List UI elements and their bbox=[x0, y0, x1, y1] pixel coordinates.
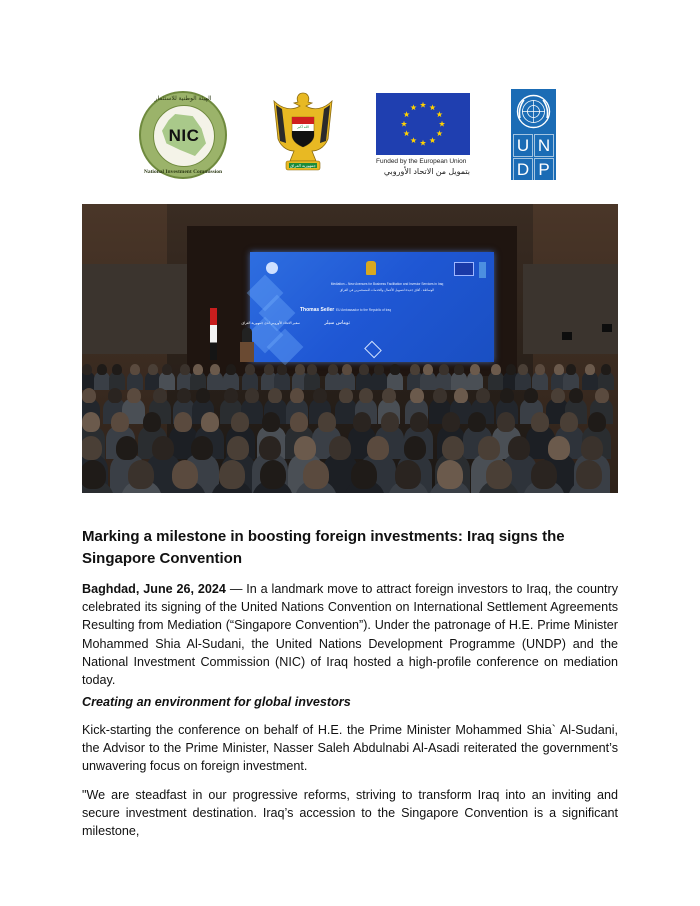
article-paragraph-2: Kick-starting the conference on behalf of H.E. the Prime Minister Mohammed Shia` Al-Sudani, the Advisor to the Prime Minister, Nasser Saleh Abdulnabi Al-Asadi reiterated the government’s unwavering focus on foreign investment. bbox=[82, 723, 618, 774]
audience-head bbox=[518, 364, 528, 375]
audience-head bbox=[116, 436, 138, 460]
screen-speaker-name: Thomas Seiler bbox=[300, 307, 335, 313]
audience-head bbox=[410, 388, 424, 403]
audience-head bbox=[307, 364, 317, 375]
screen-speaker-role-ar: سفير الاتحاد الأوروبي لدى جمهورية العراق bbox=[241, 321, 300, 325]
audience-head bbox=[290, 412, 308, 432]
article-paragraph-3: "We are steadfast in our progressive reforms, striving to transform Iraq into an inviting and secure investment destination. Iraq’s accession to the Singapore Convention is a significant milestone, bbox=[82, 788, 618, 839]
audience-head bbox=[531, 412, 549, 432]
audience-head bbox=[442, 436, 464, 460]
article-subheading: Creating an environment for global investors bbox=[82, 695, 351, 709]
screen-speaker-role: EU Ambassador to the Republic of Iraq bbox=[336, 308, 392, 312]
audience-head bbox=[264, 364, 274, 375]
audience-head bbox=[486, 460, 512, 489]
screen-speaker-name-ar: توماس سيلر bbox=[324, 320, 350, 326]
audience-head bbox=[295, 364, 305, 375]
audience-head bbox=[227, 436, 249, 460]
eu-star-icon bbox=[420, 102, 426, 108]
screen-title: Mediation – New Avenues for Business Facilitation and Investor Services in Iraq bbox=[330, 282, 444, 286]
audience-head bbox=[259, 436, 281, 460]
eu-star-icon bbox=[410, 137, 416, 143]
audience-head bbox=[174, 412, 192, 432]
undp-letter: D bbox=[513, 158, 533, 181]
audience-head bbox=[226, 364, 236, 375]
audience-head bbox=[245, 364, 255, 375]
audience-head bbox=[367, 436, 389, 460]
audience-head bbox=[262, 412, 280, 432]
wall-panel-right bbox=[523, 264, 618, 354]
speaker-figure bbox=[242, 328, 252, 342]
conference-photo bbox=[82, 204, 618, 493]
audience-head bbox=[108, 388, 122, 403]
audience-head bbox=[153, 388, 167, 403]
audience-head bbox=[82, 364, 92, 375]
audience-head bbox=[128, 460, 154, 489]
video-camera-icon bbox=[562, 332, 572, 340]
audience-head bbox=[303, 460, 329, 489]
audience-head bbox=[329, 436, 351, 460]
audience-head bbox=[491, 364, 501, 375]
audience-head bbox=[112, 364, 122, 375]
article-paragraph-1 bbox=[82, 580, 618, 689]
audience-head bbox=[313, 388, 327, 403]
audience-head bbox=[576, 460, 602, 489]
eu-star-icon bbox=[429, 104, 435, 110]
audience-head bbox=[359, 364, 369, 375]
audience-head bbox=[381, 412, 399, 432]
un-emblem-icon bbox=[514, 92, 553, 131]
eu-star-icon bbox=[404, 111, 410, 117]
audience-head bbox=[353, 412, 371, 432]
nic-logo bbox=[139, 91, 227, 179]
audience-head bbox=[468, 412, 486, 432]
audience-head bbox=[162, 364, 172, 375]
audience-head bbox=[531, 460, 557, 489]
audience-head bbox=[506, 364, 516, 375]
audience-head bbox=[82, 412, 100, 432]
eu-flag-logo bbox=[376, 93, 470, 155]
audience-head bbox=[268, 388, 282, 403]
podium bbox=[240, 342, 254, 362]
undp-logo bbox=[511, 89, 556, 180]
audience-head bbox=[290, 388, 304, 403]
video-camera-icon bbox=[602, 324, 612, 332]
nic-ring-text-ar: الهيئة الوطنية للاستثمار bbox=[154, 96, 212, 102]
audience-head bbox=[535, 364, 545, 375]
audience-head bbox=[476, 388, 490, 403]
audience-head bbox=[524, 388, 538, 403]
undp-letter: U bbox=[513, 134, 533, 157]
audience-head bbox=[172, 460, 198, 489]
audience-head bbox=[433, 388, 447, 403]
audience-head bbox=[560, 412, 578, 432]
audience-head bbox=[193, 364, 203, 375]
eu-star-icon bbox=[436, 130, 442, 136]
article-headline: Marking a milestone in boosting foreign investments: Iraq signs the Singapore Convention bbox=[82, 528, 565, 567]
eu-star-icon bbox=[439, 121, 445, 127]
audience-head bbox=[588, 412, 606, 432]
iraq-emblem-shield-text: الله أكبر bbox=[297, 125, 309, 129]
audience-head bbox=[497, 412, 515, 432]
eu-star-icon bbox=[420, 140, 426, 146]
audience-head bbox=[601, 364, 611, 375]
audience-head bbox=[554, 364, 564, 375]
audience-head bbox=[231, 412, 249, 432]
nic-logo-inner bbox=[153, 105, 215, 167]
undp-letters bbox=[513, 134, 554, 181]
audience-head bbox=[478, 436, 500, 460]
audience-head bbox=[111, 412, 129, 432]
audience-head bbox=[500, 388, 514, 403]
audience-head bbox=[508, 436, 530, 460]
nic-logo-text: NIC bbox=[168, 126, 200, 145]
audience-head bbox=[127, 388, 141, 403]
eu-star-icon bbox=[436, 111, 442, 117]
screen-undp-icon bbox=[479, 262, 486, 278]
audience-head bbox=[551, 388, 565, 403]
audience-head bbox=[410, 364, 420, 375]
audience-head bbox=[566, 364, 576, 375]
audience-head bbox=[470, 364, 480, 375]
eu-star-icon bbox=[410, 104, 416, 110]
paragraph-1-text: — In a landmark move to attract foreign investors to Iraq, the country celebrated its signing of the United Nations Convention on International Settlement Agreements Resulting from Mediation (“Singapore Convention”). Under the patronage of H.E. Prime Minister Mohammed Shia Al-Sudani, the United Nations Development Programme (UNDP) and the National Investment Commission (NIC) of Iraq hosted a high-profile conference on mediation today. bbox=[82, 582, 618, 688]
audience-head bbox=[595, 388, 609, 403]
audience-head bbox=[245, 388, 259, 403]
audience-head bbox=[454, 388, 468, 403]
audience-head bbox=[148, 364, 158, 375]
audience-head bbox=[581, 436, 603, 460]
audience-head bbox=[585, 364, 595, 375]
audience-head bbox=[201, 412, 219, 432]
audience-head bbox=[97, 364, 107, 375]
nic-ring-text-en: National Investment Commission bbox=[143, 169, 223, 175]
audience-head bbox=[260, 460, 286, 489]
audience-head bbox=[439, 364, 449, 375]
audience-head bbox=[548, 436, 570, 460]
audience-head bbox=[423, 364, 433, 375]
audience-head bbox=[351, 460, 377, 489]
projection-screen bbox=[241, 252, 494, 362]
audience-head bbox=[210, 364, 220, 375]
audience-head bbox=[328, 364, 338, 375]
audience-head bbox=[437, 460, 463, 489]
audience-head bbox=[224, 388, 238, 403]
eu-caption-ar: بتمويل من الاتحاد الأوروبي bbox=[383, 167, 470, 176]
eu-stars-icon bbox=[376, 93, 470, 155]
audience-head bbox=[219, 460, 245, 489]
audience-head bbox=[359, 388, 373, 403]
undp-letter: N bbox=[534, 134, 554, 157]
screen-nic-logo-icon bbox=[266, 262, 278, 274]
audience-head bbox=[152, 436, 174, 460]
audience-head bbox=[390, 364, 400, 375]
audience-head bbox=[569, 388, 583, 403]
audience-crowd bbox=[82, 364, 618, 493]
audience-head bbox=[454, 364, 464, 375]
eu-caption: Funded by the European Union bbox=[376, 158, 467, 165]
screen-convention-logo-icon bbox=[364, 341, 382, 359]
audience-head bbox=[180, 364, 190, 375]
audience-head bbox=[294, 436, 316, 460]
audience-head bbox=[177, 388, 191, 403]
audience-head bbox=[404, 436, 426, 460]
audience-head bbox=[277, 364, 287, 375]
audience-head bbox=[410, 412, 428, 432]
audience-head bbox=[339, 388, 353, 403]
audience-head bbox=[82, 460, 106, 489]
screen-title-ar: الوساطة - آفاق جديدة لتسهيل الأعمال والخدمات للمستثمرين في العراق bbox=[339, 288, 435, 292]
audience-head bbox=[318, 412, 336, 432]
article-dateline: Baghdad, June 26, 2024 bbox=[82, 582, 226, 596]
audience-head bbox=[374, 364, 384, 375]
audience-head bbox=[143, 412, 161, 432]
iraq-emblem-label: جمهورية العراق bbox=[290, 163, 316, 168]
audience-head bbox=[196, 388, 210, 403]
audience-head bbox=[342, 364, 352, 375]
eu-star-icon bbox=[404, 130, 410, 136]
undp-letter: P bbox=[534, 158, 554, 181]
screen-eu-flag-icon bbox=[454, 262, 474, 276]
iraq-emblem-logo bbox=[272, 89, 334, 175]
eu-star-icon bbox=[429, 137, 435, 143]
audience-head bbox=[130, 364, 140, 375]
screen-eagle-icon bbox=[366, 261, 376, 275]
audience-head bbox=[82, 388, 96, 403]
wall-panel-left bbox=[82, 264, 192, 354]
eu-star-icon bbox=[401, 121, 407, 127]
iraq-flag bbox=[210, 308, 217, 360]
audience-head bbox=[382, 388, 396, 403]
partner-logos bbox=[0, 0, 700, 200]
audience-head bbox=[395, 460, 421, 489]
audience-head bbox=[191, 436, 213, 460]
audience-head bbox=[82, 436, 102, 460]
audience-head bbox=[442, 412, 460, 432]
